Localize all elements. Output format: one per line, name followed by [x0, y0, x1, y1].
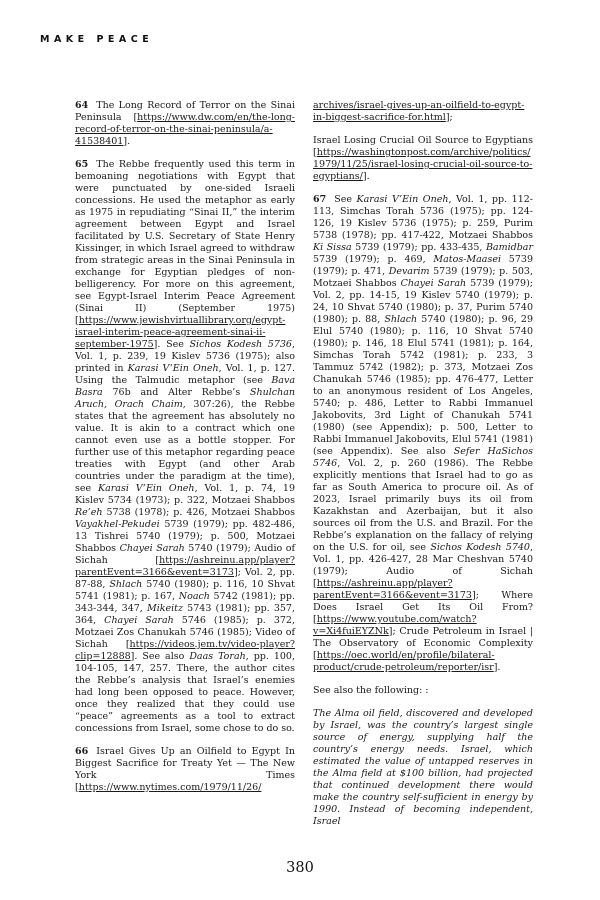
text-run: 5742 (1981); pp. 343-344, 347, [75, 591, 295, 614]
text-run: , Vol. 1, p. 239, 19 Kislev 5736 (1975); also printed in [75, 339, 295, 374]
text-run: ]. [123, 136, 131, 147]
text-run: , Vol. 1, pp. 426-427, 28 Mar Cheshvan 5740 (1979); Audio of Sichah [ [313, 542, 533, 589]
text-run: , pp. 100, 104-105, 147, 257. There, the author cites the Rebbe’s analysis that Israel’s enemies had long been opposed to peace. However, once they realized that they could use “peace” agreements as a tool to extract concessions from Israel, some chose to do so. [75, 651, 295, 734]
work-title: Vayakhel-Pekudei [75, 519, 160, 530]
text-run: ]; [445, 112, 453, 123]
paragraph [313, 135, 533, 183]
text-run: 5738 (1978); p. 426, Motzaei Shabbos [102, 507, 295, 518]
citation-link[interactable]: https://www.jewishvirtuallibrary.org/egypt-israel-interim-peace-agreement-sinai-ii-september-1975 [75, 315, 286, 350]
footnote-number: 64 [75, 100, 89, 111]
text-run: ]. [493, 662, 501, 673]
text-run: 5739 (1979); p. 471, [313, 254, 533, 277]
work-title: Chayei Sarah [400, 278, 467, 289]
footnote-number: 66 [75, 746, 89, 757]
work-title: Devarim [388, 266, 430, 277]
text-run: , Vol. 1, pp. 112-113, Simchas Torah 5736 (1975); pp. 124-126, 19 Kislev 5736 (1975); p. 259, Purim 5738 (1978); pp. 417-422, Motzaei Shabbos [313, 194, 533, 241]
text-run: See [334, 194, 357, 205]
text-run: 5739 (1979); Vol. 2, pp. 14-15, 19 Kislev 5740 (1979); p. 24, 10 Shvat 5740 (1980); p. 37, Purim 5740 (1980); p. 88, [313, 278, 533, 325]
text-run: , Vol. 1, p. 74, 19 Kislev 5734 (1973); p. 322, Motzaei Shabbos [75, 483, 296, 506]
work-title: Chayei Sarah [104, 615, 174, 626]
footnote-number: 67 [313, 194, 327, 205]
text-run: 5739 (1979); pp. 482-486, 13 Tishrei 5740 (1979); p. 500, Motzaei Shabbos [75, 519, 295, 554]
paragraph [313, 100, 533, 124]
citation-link[interactable]: archives/israel-gives-up-an-oilfield-to-egypt-in-biggest-sacrifice-for.html [313, 100, 525, 123]
text-run: ]; Vol. 2, pp. 87-88, [75, 567, 295, 590]
work-title: Matos-Maasei [433, 254, 502, 265]
footnote-65 [75, 159, 295, 735]
citation-link[interactable]: https://videos.jem.tv/video-player?clip=12888 [75, 639, 295, 662]
citation-link[interactable]: https://washingtonpost.com/archive/politics/1979/11/25/israel-losing-crucial-oil-source-to-egyptians/ [313, 147, 533, 182]
text-run: , Vol. 2, p. 260 (1986). The Rebbe explicitly mentions that Israel had to go as far as South America to procure oil. As of 2023, Israel primarily buys its oil from Kazakhstan and Azerbaijan, but it also sources oil from the U.S. and Brazil. For the Rebbe’s explanation on the fallacy of relying on the U.S. for oil, see [313, 458, 533, 553]
work-title: Mikeitz [147, 603, 184, 614]
text-run: Israel Gives Up an Oilfield to Egypt In Biggest Sacrifice for Treaty Yet — The New York Times [ [75, 746, 295, 793]
text-run: 5740 (1980); p. 116, 10 Shvat 5741 (1981); p. 167, [75, 579, 295, 602]
left-column [75, 100, 295, 839]
text-run: 76b and Alter Rebbe’s [102, 387, 250, 398]
text-run: 5740 (1979); Audio of Sichah [ [75, 543, 295, 566]
work-title: Noach [178, 591, 210, 602]
text-run: ]. See also [130, 651, 190, 662]
citation-link[interactable]: https://ashreinu.app/player?parentEvent=3166&event=3173 [313, 578, 472, 601]
work-title: Shulchan Aruch, Orach Chaim [75, 387, 295, 410]
text-run: ]. [362, 171, 370, 182]
work-title: Ki Sissa [313, 242, 352, 253]
paragraph [313, 685, 533, 697]
work-title: Karasi V’Ein Oneh [356, 194, 449, 205]
paragraph [313, 708, 533, 828]
text-run: ]; Where Does Israel Get Its Oil From? [ [313, 590, 533, 625]
text-run: ]; Crude Petroleum in Israel | The Observatory of Economic Complexity [ [313, 626, 533, 661]
footnote-64 [75, 100, 295, 148]
citation-link[interactable]: https://oec.world/en/profile/bilateral-product/crude-petroleum/reporter/isr [313, 650, 495, 673]
work-title: Sefer HaSichos 5746 [313, 446, 534, 469]
work-title: Bava Basra [75, 375, 295, 398]
text-run: ]. See [153, 339, 190, 350]
running-head: MAKE PEACE [40, 34, 154, 45]
text-run: The Long Record of Terror on the Sinai Peninsula [ [75, 100, 295, 123]
text-run: , 307:26), the Rebbe states that the agreement has absolutely no value. It is akin to a contract which one cannot even use as a bottle stopper. For further use of this metaphor regarding peace treaties with Egypt (and other Arab countries under the paradigm at the time), see [75, 399, 295, 494]
text-run: 5739 (1979); p. 469, [313, 254, 434, 265]
page-number: 380 [286, 860, 314, 876]
citation-link[interactable]: https://www.dw.com/en/the-long-record-of-terror-on-the-sinai-peninsula/a-41538401 [75, 112, 295, 147]
citation-link[interactable]: https://www.youtube.com/watch?v=Xi4fuiEYZNk [313, 614, 477, 637]
footnote-66 [75, 746, 295, 794]
right-column [313, 100, 533, 839]
text-run: 5740 (1980); p. 96, 29 Elul 5740 (1980); p. 116, 10 Shvat 5740 (1980); p. 146, 18 Elul 5741 (1981); p. 164, Simchas Torah 5742 (1981); p. 233, 3 Tammuz 5742 (1982); p. 373, Motzaei Zos Chanukah 5746 (1985); pp. 476-477, Letter to an anonymous resident of Los Angeles, 5740; p. 486, Letter to Rabbi Immanuel Jakobovits, 3rd Light of Chanukah 5741 (1980) (see Appendix); p. 500, Letter to Rabbi Immanuel Jakobovits, Elul 5741 (1981) (see Appendix). See also [313, 314, 533, 457]
text-run: 5739 (1979); p. 503, Motzaei Shabbos [313, 266, 533, 289]
footnote-number: 65 [75, 159, 89, 170]
work-title: Karasi V’Ein Oneh [127, 363, 219, 374]
text-run: , Vol. 1, p. 127. Using the Talmudic metaphor (see [75, 363, 296, 386]
citation-link[interactable]: https://ashreinu.app/player?parentEvent=3166&event=3173 [75, 555, 295, 578]
text-run: 5743 (1981); pp. 357, 364, [75, 603, 296, 626]
work-title: Re’eh [75, 507, 103, 518]
text-run: 5746 (1985); p. 372, Motzaei Zos Chanukah 5746 (1985); Video of Sichah [ [75, 615, 295, 650]
work-title: Chayei Sarah [119, 543, 185, 554]
work-title: Shlach [384, 314, 418, 325]
citation-link[interactable]: https://www.nytimes.com/1979/11/26/ [78, 782, 262, 793]
text-run: The Alma oil field, discovered and developed by Israel, was the country’s largest single source of energy, supplying half the country’s energy needs. Israel, which estimated the value of untapped reserves in the Alma field at $100 billion, had projected that continued development there would make the country self-sufficient in energy by 1990. Instead of becoming independent, Israel [313, 708, 533, 827]
footnote-67 [313, 194, 533, 674]
work-title: Bamidbar [485, 242, 533, 253]
work-title: Shlach [109, 579, 143, 590]
text-run: The Rebbe frequently used this term in bemoaning negotiations with Egypt that were punctuated by one-sided Israeli concessions. He used the metaphor as early as 1975 in repudiating “Sinai II,” the interim agreement between Egypt and Israel facilitated by U.S. Secretary of State Henry Kissinger, in which Israel agreed to withdraw from strategic areas in the Sinai Peninsula in exchange for Egyptian pledges of non-belligerency. For more on this agreement, see Egypt-Israel Interim Peace Agreement (Sinai II) (September 1975) [ [75, 159, 295, 326]
work-title: Sichos Kodesh 5736 [189, 339, 292, 350]
work-title: Sichos Kodesh 5740 [430, 542, 530, 553]
two-column-content [75, 100, 533, 839]
text-run: 5739 (1979); pp. 433-435, [351, 242, 486, 253]
work-title: Karasi V’Ein Oneh [97, 483, 195, 494]
text-run: Israel Losing Crucial Oil Source to Egyptians [ [313, 135, 533, 158]
work-title: Daas Torah [189, 651, 246, 662]
text-run: See also the following: : [313, 685, 429, 696]
